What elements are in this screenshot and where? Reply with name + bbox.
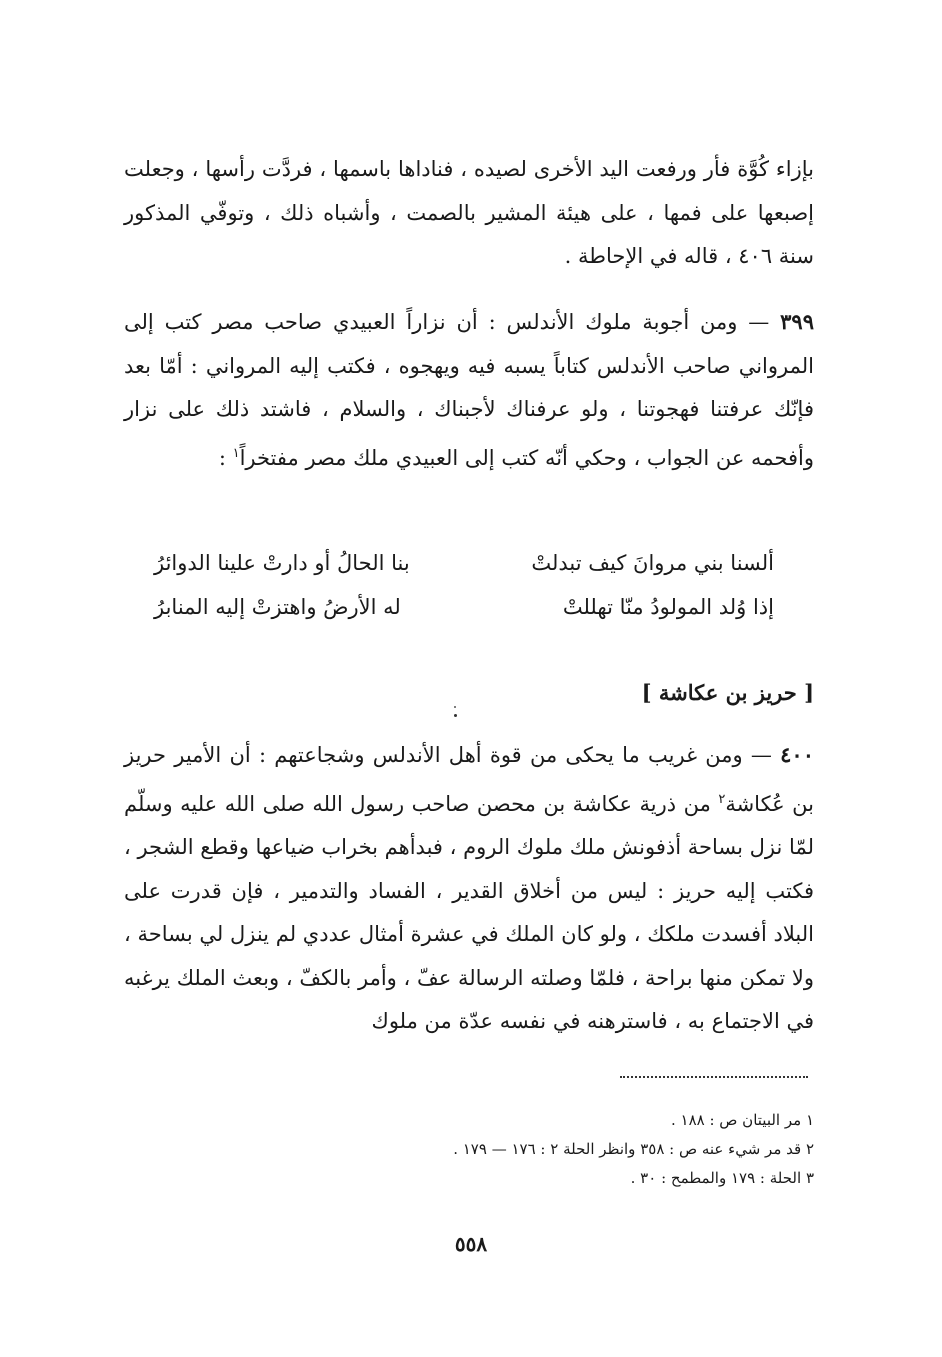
footnote-1: ١ مر البيتان ص : ١٨٨ .	[670, 1111, 814, 1129]
paragraph-1	[124, 148, 814, 279]
footnotes	[124, 1106, 814, 1193]
paragraph-399	[124, 300, 814, 480]
paragraph-400-text-a: — ومن غريب ما يحكى من قوة أهل الأندلس وشجاعتهم : أن الأمير حريز بن عُكاشة	[124, 743, 814, 816]
entry-number-399: ٣٩٩	[780, 309, 814, 334]
footnote-ref-1: ١	[232, 445, 240, 461]
footnote-ref-2: ٢	[718, 791, 726, 807]
verse-line-1	[154, 541, 774, 585]
verse-1-first-hemistich: ألسنا بني مروانَ كيف تبدلتْ	[531, 551, 774, 575]
paragraph-1-text: بإزاء كُوَّة فأر ورفعت اليد الأخرى لصيده ، فناداها باسمها ، فردَّت رأسها ، وجعلت إصبعها على فمها ، على هيئة المشير بالصمت ، وأشباه ذلك ، وتوفّي المذكور سنة ٤٠٦ ، قاله في الإحاطة .	[124, 157, 814, 268]
verse-line-2	[154, 585, 774, 629]
paragraph-399-text: — ومن أجوبة ملوك الأندلس : أن نزاراً العبيدي صاحب مصر كتب إلى المرواني صاحب الأندلس كتاباً يسبه فيه ويهجوه ، فكتب إليه المرواني : أمّا بعد فإنّك عرفتنا فهجوتنا ، ولو عرفناك لأجبناك ، والسلام ، فاشتد ذلك على نزار وأفحمه عن الجواب ، وحكي أنّه كتب إلى العبيدي ملك مصر مفتخراً	[124, 310, 814, 470]
print-speck	[454, 714, 457, 717]
section-heading: [ حريز بن عكاشة ]	[641, 680, 814, 705]
verse-2-first-hemistich: إذا وُلد المولودُ منّا تهللتْ	[562, 595, 774, 619]
entry-number-400: ٤٠٠	[780, 742, 814, 767]
footnote-separator	[620, 1076, 808, 1078]
footnote-3: ٣ الحلة : ١٧٩ والمطمح : ٣٠ .	[630, 1169, 814, 1187]
footnote-2: ٢ قد مر شيء عنه ص : ٣٥٨ وانظر الحلة ٢ : ١٧٦ — ١٧٩ .	[453, 1140, 814, 1158]
paragraph-400-text-b: من ذرية عكاشة بن محصن صاحب رسول الله صلى الله عليه وسلّم لمّا نزل بساحة أذفونش ملك ملوك الروم ، فبدأهم بخراب ضياعها وقطع الشجر ، فكتب إليه حريز : ليس من أخلاق القدير ، الفساد والتدمير ، فإن قدرت على البلاد أفسدت ملكك ، ولو كان الملك في عشرة أمثال عددي لم ينزل لي بساحة ، ولا تمكن منها براحة ، فلمّا وصلته الرسالة عفّ ، وأمر بالكفّ ، وبعث الملك يرغبه في الاجتماع به ، فاسترهنه في نفسه عدّة من ملوك	[124, 791, 814, 1033]
paragraph-400	[124, 733, 814, 1044]
verse-1-second-hemistich: بنا الحالُ أو دارتْ علينا الدوائرُ	[154, 551, 410, 575]
page-number: ٥٥٨	[454, 1232, 488, 1256]
paragraph-399-tail: :	[218, 445, 233, 470]
print-speck	[454, 706, 456, 708]
verse-2-second-hemistich: له الأرضُ واهتزتْ إليه المنابرُ	[154, 595, 401, 619]
poem	[154, 541, 774, 629]
